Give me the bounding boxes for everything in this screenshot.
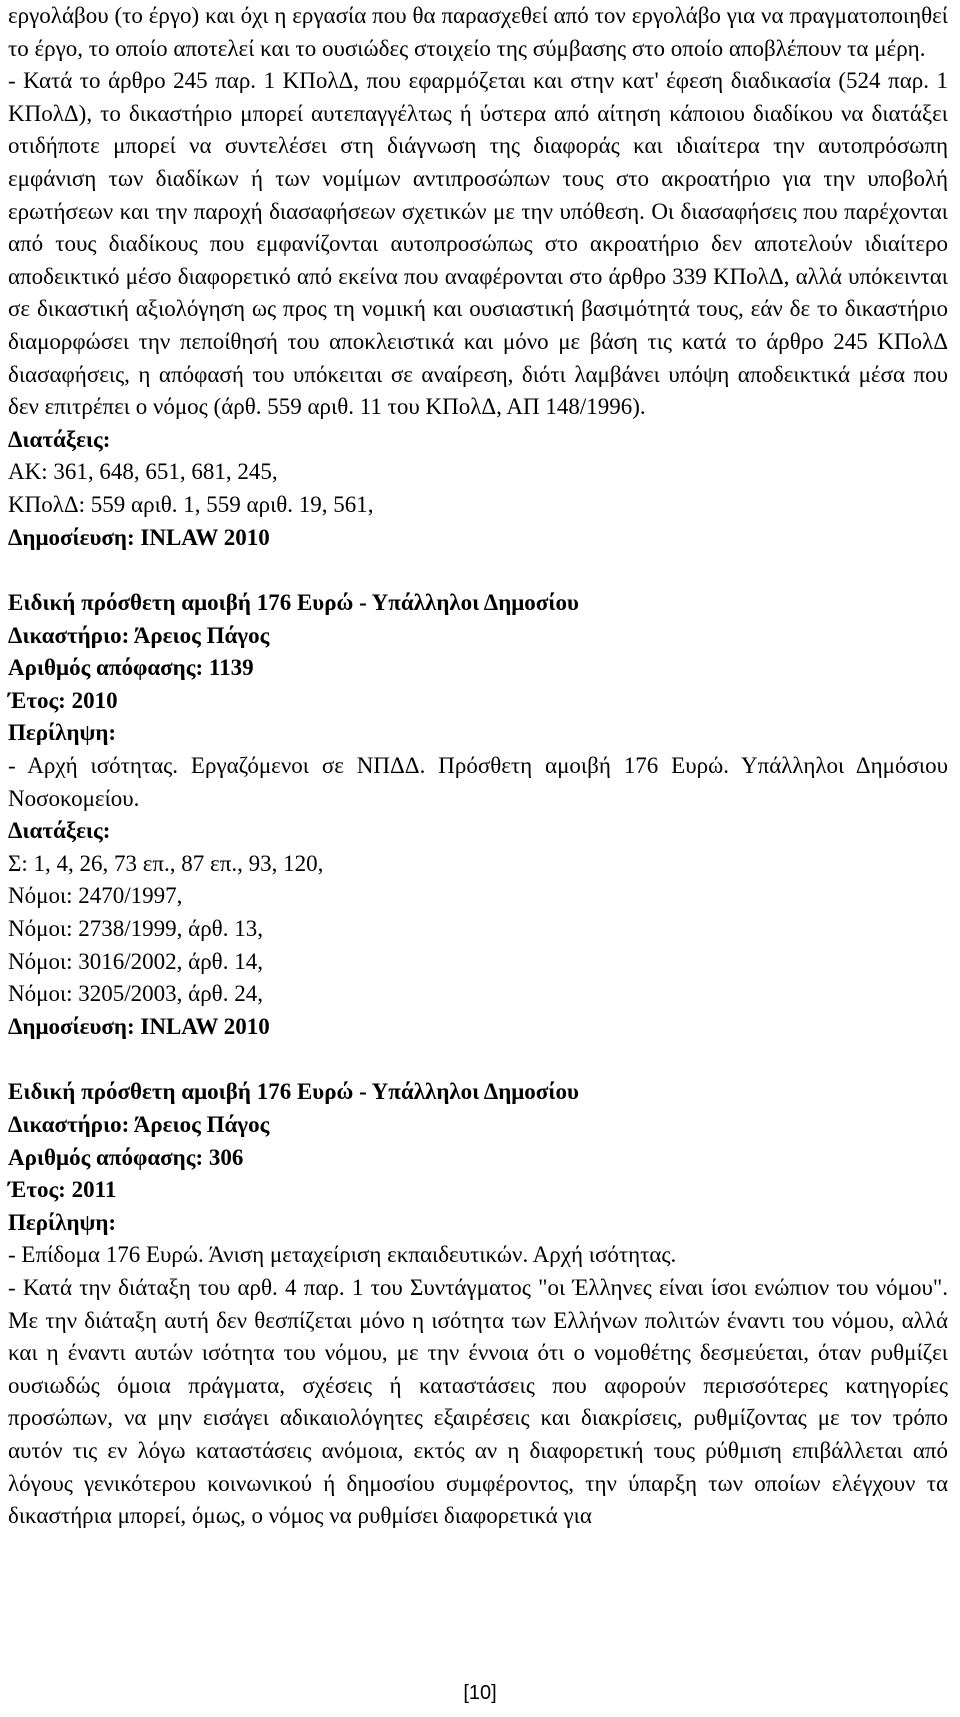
case1-provisions-label: Διατάξεις: bbox=[8, 818, 111, 844]
intro-provision-line: ΚΠολΔ: 559 αριθ. 1, 559 αριθ. 19, 561, bbox=[8, 491, 374, 517]
case2-decision-number: Αριθμός απόφασης: 306 bbox=[8, 1144, 244, 1170]
case1-summary: - Αρχή ισότητας. Εργαζόμενοι σε ΝΠΔΔ. Πρόσθετη αμοιβή 176 Ευρώ. Υπάλληλοι Δημόσιου Νοσοκομείου. bbox=[8, 753, 948, 811]
case2-court: Δικαστήριο: Άρειος Πάγος bbox=[8, 1112, 270, 1137]
case2-summary-label: Περίληψη: bbox=[8, 1209, 117, 1235]
case1-court: Δικαστήριο: Άρειος Πάγος bbox=[8, 622, 270, 648]
intro-paragraph-1: εργολάβου (το έργο) και όχι η εργασία που θα παρασχεθεί από τον εργολάβο για να πραγματοποιηθεί το έργο, το οποίο αποτελεί και το ουσιώδες στοιχείο της σύμβασης στο οποίο αποβλέπουν τα μέρη. bbox=[8, 3, 948, 61]
case1-provision-line: Νόμοι: 2738/1999, άρθ. 13, bbox=[8, 916, 263, 942]
section-gap bbox=[8, 1043, 948, 1076]
document-page bbox=[8, 0, 948, 1533]
case1-provision-line: Νόμοι: 2470/1997, bbox=[8, 883, 183, 909]
case2-title: Ειδική πρόσθετη αμοιβή 176 Ευρώ - Υπάλληλοι Δημοσίου bbox=[8, 1079, 579, 1105]
case1-publication: Δημοσίευση: INLAW 2010 bbox=[8, 1013, 270, 1039]
page-number: [10] bbox=[463, 1682, 497, 1704]
case1-provision-line: Νόμοι: 3016/2002, άρθ. 14, bbox=[8, 948, 263, 974]
case1-summary-label: Περίληψη: bbox=[8, 720, 117, 746]
case1-provision-line: Νόμοι: 3205/2003, άρθ. 24, bbox=[8, 981, 263, 1007]
intro-publication: Δημοσίευση: INLAW 2010 bbox=[8, 524, 270, 550]
case1-provision-line: Σ: 1, 4, 26, 73 επ., 87 επ., 93, 120, bbox=[8, 850, 324, 876]
section-gap bbox=[8, 554, 948, 587]
case2-summary-paragraph: - Κατά την διάταξη του αρθ. 4 παρ. 1 του Συντάγματος "οι Έλληνες είναι ίσοι ενώπιον του νόμου". Με την διάταξη αυτή δεν θεσπίζεται μόνο η ισότητα των Ελλήνων πολιτών έναντι του νόμου, αλλά και η έναντι αυτών ισότητα του νόμου, με την έννοια ότι ο νομοθέτης δεσμεύεται, όταν ρυθμίζει ουσιωδώς όμοια πράγματα, σχέσεις ή καταστάσεις που αφορούν περισσότερες κατηγορίες προσώπων, να μην εισάγει αδικαιολόγητες εξαιρέσεις και διακρίσεις, ρυθμίζοντας με τον τρόπο αυτόν τις εν λόγω καταστάσεις ανόμοια, εκτός αν η διαφορετική τους ρύθμιση επιβάλλεται από λόγους γενικότερου κοινωνικού ή δημοσίου συμφέροντος, την ύπαρξη των οποίων ελέγχουν τα δικαστήρια μπορεί, όμως, ο νόμος να ρυθμίσει διαφορετικά για bbox=[8, 1274, 948, 1529]
case1-year: Έτος: 2010 bbox=[8, 687, 118, 713]
intro-provisions-label: Διατάξεις: bbox=[8, 426, 111, 452]
case1-title: Ειδική πρόσθετη αμοιβή 176 Ευρώ - Υπάλληλοι Δημοσίου bbox=[8, 590, 579, 616]
intro-provision-line: ΑΚ: 361, 648, 651, 681, 245, bbox=[8, 459, 278, 485]
case2-year: Έτος: 2011 bbox=[8, 1177, 117, 1203]
case2-summary-line: - Επίδομα 176 Ευρώ. Άνιση μεταχείριση εκπαιδευτικών. Αρχή ισότητας. bbox=[8, 1242, 677, 1268]
intro-paragraph-2: - Κατά το άρθρο 245 παρ. 1 ΚΠολΔ, που εφαρμόζεται και στην κατ' έφεση διαδικασία (524 παρ. 1 ΚΠολΔ), το δικαστήριο μπορεί αυτεπαγγέλτως ή ύστερα από αίτηση κάποιου διαδίκου να διατάξει οτιδήποτε μπορεί να συντελέσει στη διάγνωση της διαφοράς και ιδιαίτερα την αυτοπρόσωπη εμφάνιση των διαδίκων ή των νομίμων αντιπροσώπων τους στο ακροατήριο για την υποβολή ερωτήσεων και την παροχή διασαφήσεων σχετικών με την υπόθεση. Οι διασαφήσεις που παρέχονται από τους διαδίκους που εμφανίζονται αυτοπροσώπως στο ακροατήριο δεν αποτελούν ιδιαίτερο αποδεικτικό μέσο διαφορετικό από εκείνα που αναφέρονται στο άρθρο 339 ΚΠολΔ, αλλά υπόκεινται σε δικαστική αξιολόγηση ως προς τη νομική και ουσιαστική βασιμότητά τους, εάν δε το δικαστήριο διαμορφώσει την πεποίθησή του αποκλειστικά και μόνο με βάση τις κατά το άρθρο 245 ΚΠολΔ διασαφήσεις, η απόφασή του υπόκειται σε αναίρεση, διότι λαμβάνει υπόψη αποδεικτικά μέσα που δεν επιτρέπει ο νόμος (άρθ. 559 αριθ. 11 του ΚΠολΔ, ΑΠ 148/1996). bbox=[8, 68, 948, 420]
case1-decision-number: Αριθμός απόφασης: 1139 bbox=[8, 655, 254, 681]
